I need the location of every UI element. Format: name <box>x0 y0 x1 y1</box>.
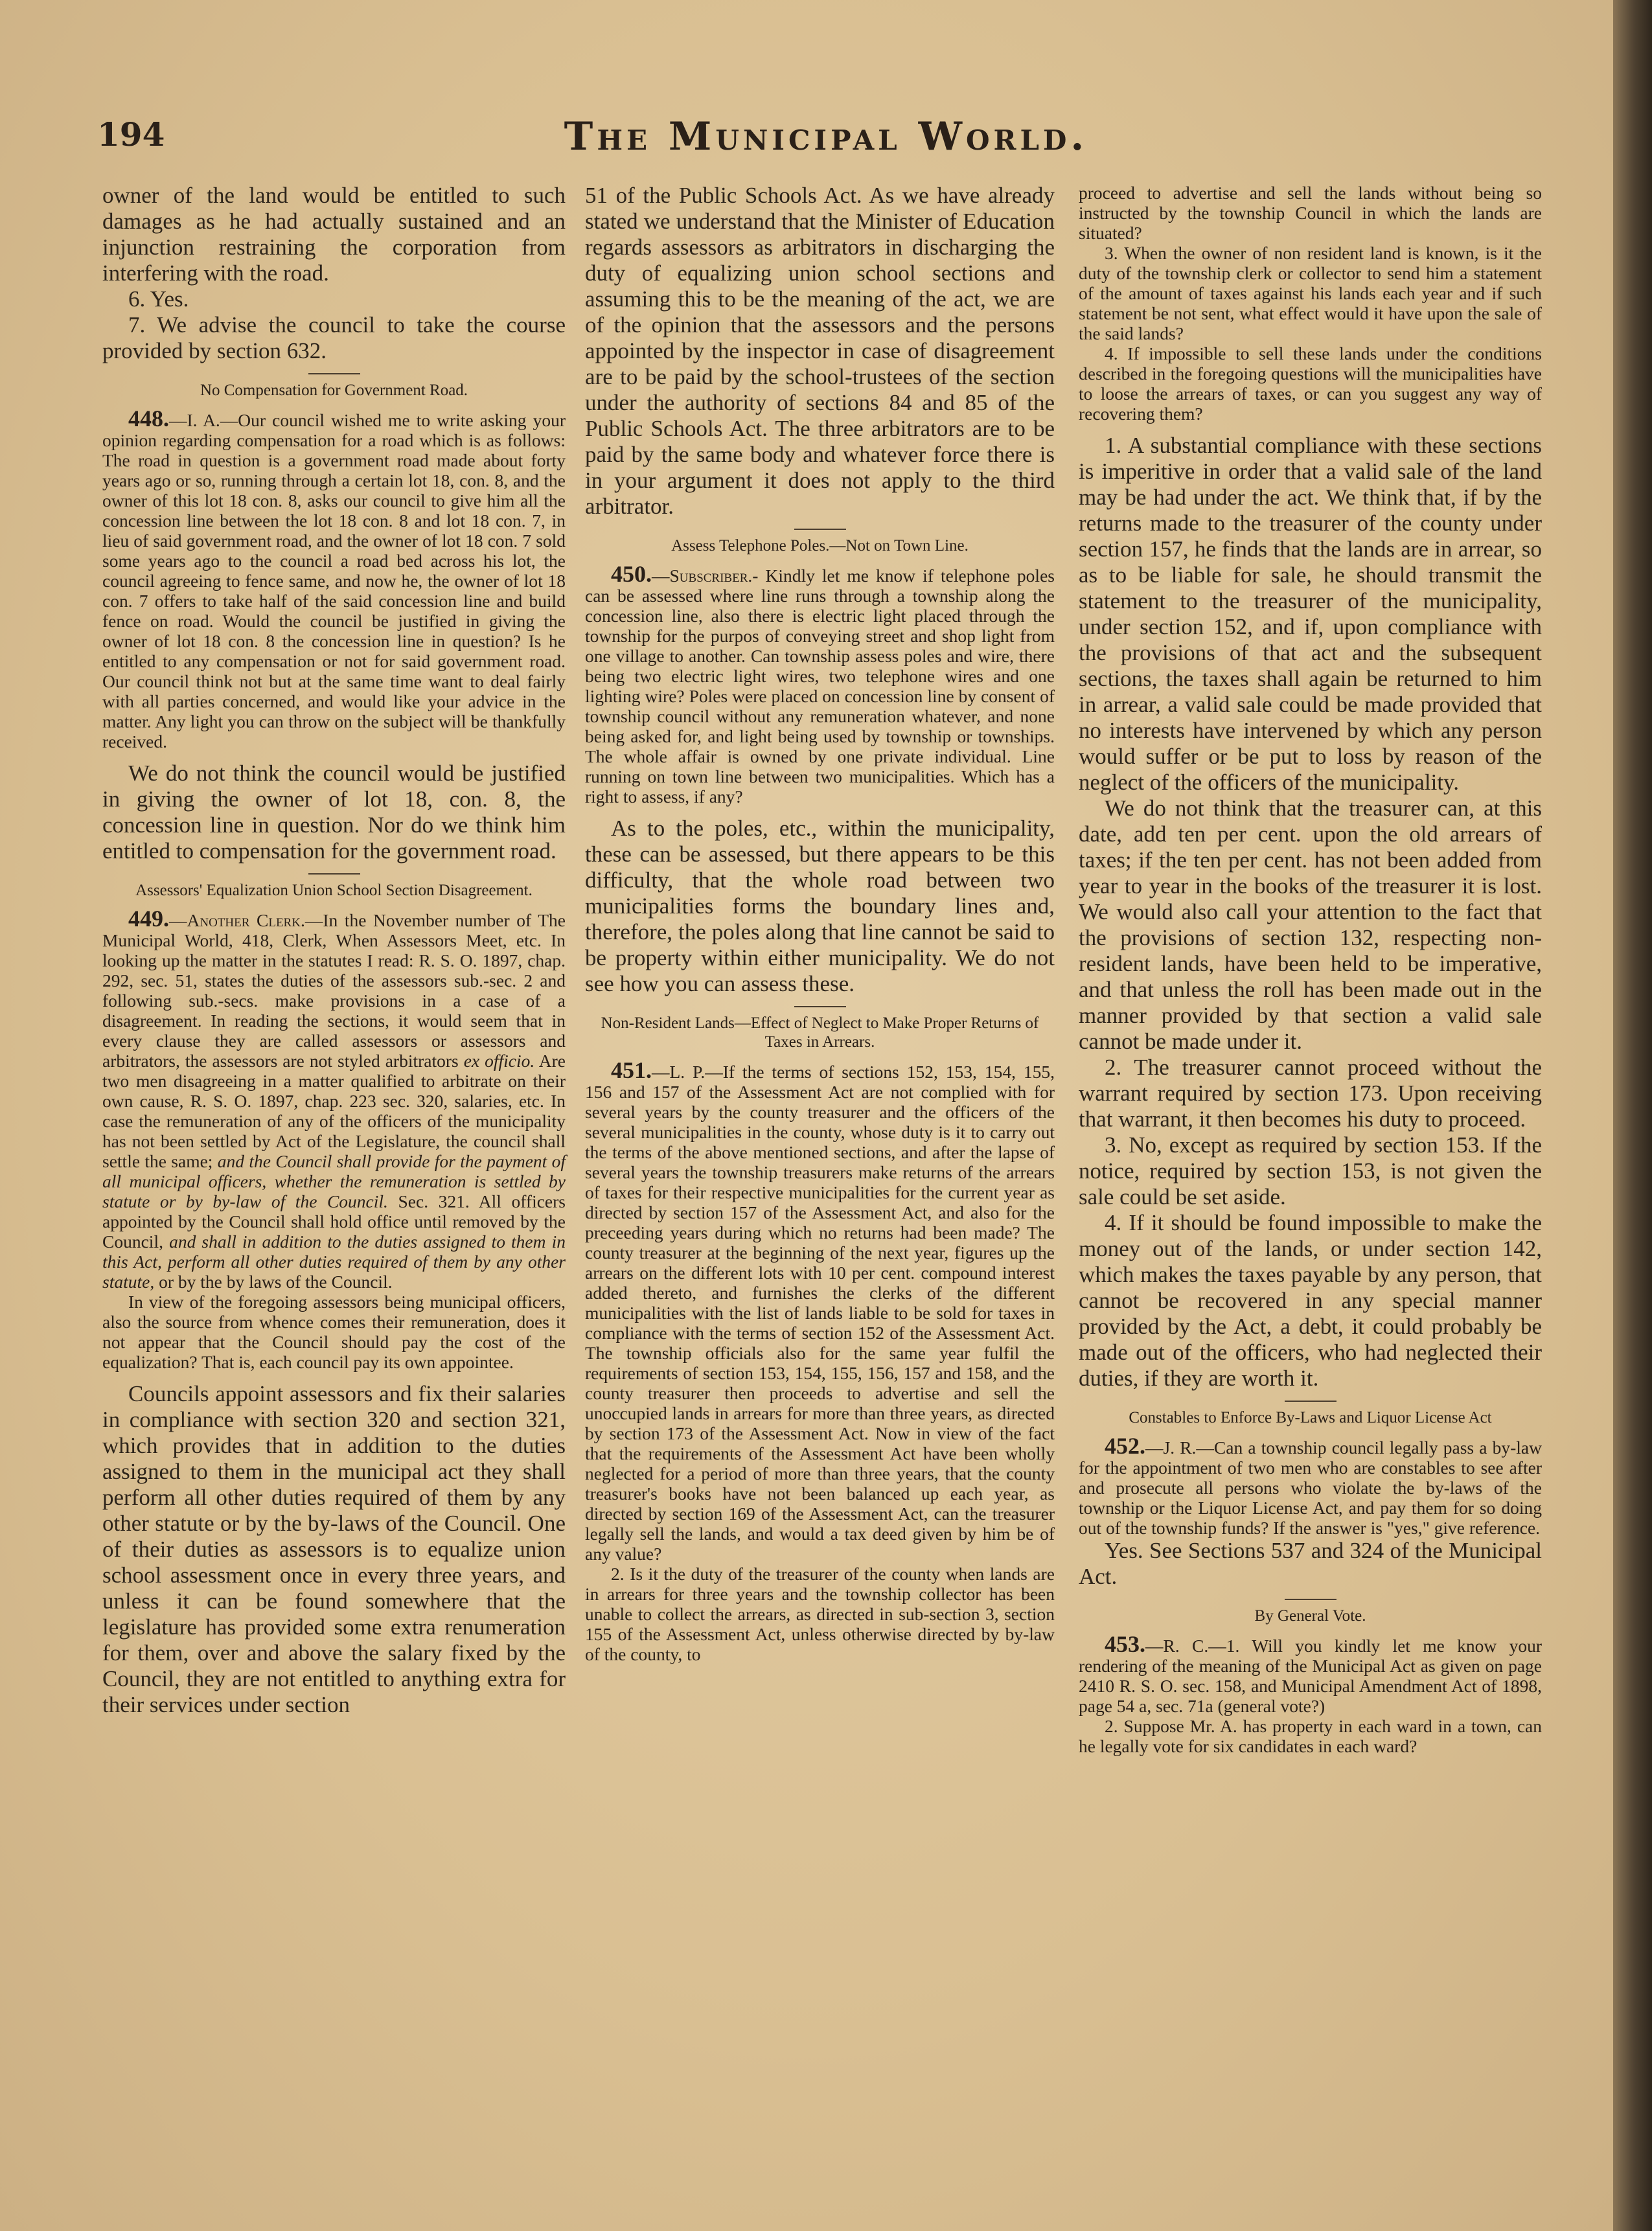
heading-449: Assessors' Equalization Union School Section Disagreement. <box>135 882 533 899</box>
question-449-text-a: —In the November number of The Municipal World, 418, Clerk, When Assessors Meet, etc. In looking up the matter in the statutes I read: R. S. O. 1897, chap. 292, sec. 51, states the duties of the assessors sub.-sec. 2 and following sub.-secs. make provisions in a case of a disagreement. In reading the sections, it would seem that in every clause they are called assessors or assessors and arbitrators, the assessors are not styled arbitrators <box>102 910 566 1071</box>
answer-451-part-3: 3. No, except as required by section 153. If the notice, required by section 153, is not given the sale could be set aside. <box>1079 1132 1542 1209</box>
question-449-sender: —Another Clerk. <box>169 910 305 930</box>
question-453 <box>1079 1631 1542 1716</box>
question-449-text-d: or by the by laws of the Council. <box>154 1272 393 1292</box>
question-451-part-2: 2. Is it the duty of the treasurer of the county when lands are in arrears for three years and the township collector has been unable to collect the arrears, as directed in sub-section 3, section 155 of the Assessment Act, unless otherwise directed by by-law of the county, to <box>585 1564 1055 1664</box>
answer-451-part-1: 1. A substantial compliance with these sections is imperitive in order that a valid sale of the land may be had under the act. We think that, if by the returns made to the treasurer of the county under section 157, he finds that the lands are in arrear, so as to be liable for sale, he should transmit the statement to the treasurer of the municipality, under section 152, and if, upon compliance with the provisions of that act and the subsequent sections, the taxes shall again be returned to him in arrear, a valid sale could be made provided that no interests have intervened by which any person would suffer or be put to loss by reason of the neglect of the officers of the municipality. <box>1079 433 1542 795</box>
question-448-text: —I. A.—Our council wished me to write asking your opinion regarding compensation for a road which is as follows: The road in question is a government road made about forty years ago or so, running through a certain lot 18, con. 8, and the owner of this lot 18 con. 8, asks our council to give him all the concession line between the lot 18 con. 8 and lot 18 con. 7, in lieu of said government road, and the owner of lot 18 con. 7 sold some years ago to the council a road bed across his lot, the council agreeing to fence same, and now he, the owner of lot 18 con. 7 offers to take half of the said concession line and build fence on road. Would the council be justified in giving the owner of lot 18 con. 8 the concession line in question? Is he entitled to any compensation or not for said government road. Our council think not but at the same time want to deal fairly with all parties concerned, and would like your advice in the matter. Any light you can throw on the subject will be thankfully received. <box>102 410 566 751</box>
question-449-followup: In view of the foregoing assessors being municipal officers, also the source from whence comes their remuneration, does it not appear that the Council should pay the cost of the equalization? That is, each council pay its own appointee. <box>102 1292 566 1372</box>
book-spine-edge <box>1613 0 1652 2231</box>
heading-453: By General Vote. <box>1254 1607 1366 1625</box>
heading-452: Constables to Enforce By-Laws and Liquor License Act <box>1129 1409 1492 1426</box>
question-453-text: —R. C.—1. Will you kindly let me know your rendering of the meaning of the Municipal Act as given on page 2410 R. S. O. sec. 158, and Municipal Amendment Act of 1898, page 54 a, sec. 71a (general vote?) <box>1079 1636 1542 1716</box>
heading-448: No Compensation for Government Road. <box>200 382 468 399</box>
answer-451-part-4: 4. If it should be found impossible to make the money out of the lands, or under section 142, which makes the taxes payable by any person, that cannot be recovered in any special manner provided by the Act, a debt, it could probably be made out of the officers, who had neglected their duties, if they are worth it. <box>1079 1210 1542 1391</box>
section-divider <box>794 1006 846 1007</box>
column-3 <box>1079 183 1542 1756</box>
question-number-452: 452. <box>1105 1433 1145 1459</box>
question-450-sender: —Subscriber. <box>652 566 753 586</box>
column-2 <box>585 183 1055 1664</box>
question-449 <box>102 906 566 1292</box>
question-number-448: 448. <box>128 406 169 431</box>
section-divider <box>794 529 846 530</box>
question-451-part-4: 4. If impossible to sell these lands under the conditions described in the foregoing questions will the municipalities have to loose the arrears of taxes, or can you suggest any way of recovering them? <box>1079 343 1542 424</box>
question-number-453: 453. <box>1105 1631 1145 1657</box>
answer-449: Councils appoint assessors and fix their salaries in compliance with section 320 and section 321, which provides that in addition to the duties assigned to them in the municipal act they shall perform all other duties required of them by any other statute or by the by-laws of the Council. One of their duties as assessors is to equalize union school assessment once in every three years, and unless it can be found somewhere that the legislature has provided some extra renumeration for them, over and above the salary fixed by the Council, they are not entitled to anything extra for their services under section <box>102 1381 566 1717</box>
answer-451-part-1b: We do not think that the treasurer can, at this date, add ten per cent. upon the old arrears of taxes; if the ten per cent. has not been added from year to year in the books of the treasurer it is lost. We would also call your attention to the fact that the provisions of section 132, respecting non-resident lands, have been held to be imperative, and that unless the roll has been made out in the manner provided by that section a valid sale cannot be made under it. <box>1079 795 1542 1054</box>
heading-451: Non-Resident Lands—Effect of Neglect to Make Proper Returns of Taxes in Arrears. <box>601 1014 1039 1051</box>
column-1 <box>102 183 566 1718</box>
page-number: 194 <box>97 115 165 154</box>
answer-449-continued: 51 of the Public Schools Act. As we have already stated we understand that the Minister of Education regards assessors as arbitrators in discharging the duty of equalizing union school sections and assuming this to be the meaning of the act, we are of the opinion that the assessors and the persons appointed by the inspector in case of disagreement are to be paid by the school-trustees of the section under the authority of sections 84 and 85 of the Public Schools Act. The three arbitrators are to be paid by the same body and whatever force there is in your argument it does not apply to the third arbitrator. <box>585 183 1055 519</box>
question-451-part-3: 3. When the owner of non resident land is known, is it the duty of the township clerk or collector to send him a statement of the amount of taxes against his lands each year and if such statement be not sent, what effect would it have upon the sale of the said lands? <box>1079 243 1542 343</box>
question-448 <box>102 406 566 751</box>
section-divider <box>308 873 360 875</box>
question-number-449: 449. <box>128 906 169 932</box>
question-449-text-c: Sec. 321. All officers appointed by the Council shall hold office until removed by the Council, <box>102 1191 566 1252</box>
answer-6: 6. Yes. <box>128 286 189 312</box>
question-number-451: 451. <box>611 1057 652 1083</box>
question-452-text: —J. R.—Can a township council legally pass a by-law for the appointment of two men who are constables to see after and prosecute all persons who violate the by-laws of the township or the Liquor License Act, and pay them for so doing out of the township funds? If the answer is "yes," give reference. <box>1079 1437 1542 1538</box>
question-449-text-b: Are two men disagreeing in a matter qualified to arbitrate on their own cause, R. S. O. 1897, chap. 223 sec. 320, salaries, etc. In case the remuneration of any of the officers of the municipality has not been settled by Act of the Legislature, the council shall settle the same; <box>102 1051 566 1171</box>
answer-452: Yes. See Sections 537 and 324 of the Municipal Act. <box>1079 1538 1542 1589</box>
answer-7: 7. We advise the council to take the course provided by section 632. <box>102 312 566 363</box>
question-450 <box>585 561 1055 807</box>
question-449-italic-2: and shall in addition to the duties assigned to them in this Act, perform all other duties required of them by any other statute, <box>102 1231 566 1292</box>
heading-450: Assess Telephone Poles.—Not on Town Line. <box>671 537 969 555</box>
question-451-text: —L. P.—If the terms of sections 152, 153, 154, 155, 156 and 157 of the Assessment Act are not complied with for several years by the county treasurer and the officers of the several municipalities in the county, whose duty is it to carry out the terms of the above mentioned sections, and after the lapse of several years the township treasurers make returns of the arrears of taxes for their respective municipalities for the current year as directed by section 157 of the Assessment Act, and also for the preceeding years during which no returns had been made? The county treasurer at the beginning of the next year, figures up the arrears on the different lots with 10 per cent. compound interest added thereto, and furnishes the clerks of the different municipalities with the list of lands liable to be sold for taxes in compliance with the terms of section 152 of the Assessment Act. The township officials also for the same year fulfil the requirements of section 153, 154, 155, 156, 157 and 158, and the county treasurer then proceeds to advertise and sell the unoccupied lands in arrears for more than three years, as directed by section 173 of the Assessment Act. Now in view of the fact that the requirements of the Assessment Act have been wholly neglected for a period of more than three years, that the county treasurer's books have not been balanced up each year, as directed by section 169 of the Assessment Act, can the treasurer legally sell the lands, and would a tax deed given by him be of any value? <box>585 1062 1055 1564</box>
question-450-text: - Kindly let me know if telephone poles can be assessed where line runs through a township along the concession line, also there is electric light placed through the township for the purpos of conveying street and shop light from one village to another. Can township assess poles and wire, there being two electric light wires, two telephone wires and one lighting wire? Poles were placed on concession line by consent of township council without any remuneration whatever, and none being asked for, and light being used by township or townships. The whole affair is owned by one private individual. Line running on town line between two municipalities. Which has a right to assess, if any? <box>585 566 1055 807</box>
section-divider <box>1285 1599 1337 1600</box>
answer-450: As to the poles, etc., within the municipality, these can be assessed, but there appears to be this difficulty, that the whole road between two municipalities forms the boundary lines and, therefore, the poles along that line cannot be said to be property within either municipality. We do not see how you can assess these. <box>585 816 1055 996</box>
col1-continued-answer: owner of the land would be entitled to such damages as he had actually sustained and an injunction restraining the corporation from interfering with the road. <box>102 183 566 286</box>
page-header <box>97 109 1542 167</box>
masthead-title: The Municipal World. <box>564 114 1088 159</box>
question-number-450: 450. <box>611 561 652 587</box>
section-divider <box>308 373 360 374</box>
question-449-ex-officio: ex officio. <box>463 1051 535 1071</box>
answer-448: We do not think the council would be justified in giving the owner of lot 18, con. 8, the concession line in question. Nor do we think him entitled to compensation for the government road. <box>102 761 566 864</box>
answer-451-part-2: 2. The treasurer cannot proceed without the warrant required by section 173. Upon receiving that warrant, it then becomes his duty to proceed. <box>1079 1055 1542 1132</box>
question-453-part-2: 2. Suppose Mr. A. has property in each ward in a town, can he legally vote for six candidates in each ward? <box>1079 1716 1542 1756</box>
question-449-italic-1: and the Council shall provide for the payment of all municipal officers, whether the remuneration is settled by statute or by by-law of the Council. <box>102 1151 566 1211</box>
question-451-part-2-continued: proceed to advertise and sell the lands without being so instructed by the township Council in which the lands are situated? <box>1079 183 1542 243</box>
question-452 <box>1079 1433 1542 1538</box>
question-451 <box>585 1057 1055 1564</box>
section-divider <box>1285 1401 1337 1402</box>
